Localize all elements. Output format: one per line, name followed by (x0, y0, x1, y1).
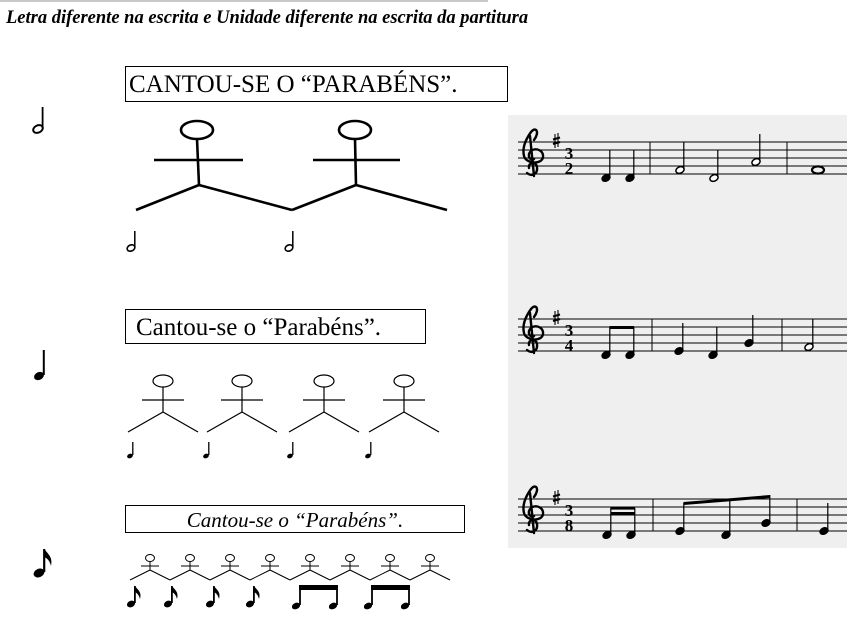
eighth-note-icon (245, 586, 260, 609)
half-note-icon (32, 107, 44, 134)
quarter-note-icon (33, 350, 46, 382)
quarter-note-icon (126, 442, 133, 459)
half-note-icon (284, 231, 294, 252)
staff-3 (518, 487, 847, 540)
treble-clef-icon (523, 307, 543, 353)
time-signature-top: 3 (564, 321, 574, 340)
stick-figure-row-3 (130, 555, 450, 581)
time-signature-bottom: 8 (564, 516, 574, 535)
eighth-note-icon (205, 586, 220, 609)
eighth-note-icon (32, 549, 51, 579)
half-note-icon (126, 231, 136, 252)
time-signature-top: 3 (564, 144, 574, 163)
treble-clef-icon (523, 130, 543, 176)
eighth-note-icon (126, 586, 141, 609)
time-signature-bottom: 4 (564, 336, 574, 355)
stick-figure-row-2 (128, 375, 439, 432)
sentence-box-italic: Cantou-se o “Parabéns”. (125, 505, 465, 533)
stick-figure-row-1 (136, 121, 447, 210)
sharp-icon (553, 490, 560, 505)
eighth-note-icon (163, 586, 178, 609)
sharp-icon (553, 133, 560, 148)
beamed-eighths-icon (291, 585, 338, 611)
treble-clef-icon (523, 487, 543, 533)
time-signature-top: 3 (564, 501, 574, 520)
time-signature-bottom: 2 (564, 159, 574, 178)
sentence-box-uppercase: CANTOU-SE O “PARABÉNS”. (125, 66, 508, 102)
beamed-eighths-icon (363, 585, 410, 611)
page-title: Letra diferente na escrita e Unidade diferente na escrita da partitura (6, 8, 529, 28)
quarter-note-icon (364, 442, 371, 459)
quarter-note-icon (286, 442, 293, 459)
sharp-icon (553, 310, 560, 325)
staff-2 (518, 307, 847, 360)
quarter-note-icon (202, 442, 209, 459)
staff-1 (518, 130, 847, 183)
sentence-box-regular: Cantou-se o “Parabéns”. (125, 309, 426, 344)
